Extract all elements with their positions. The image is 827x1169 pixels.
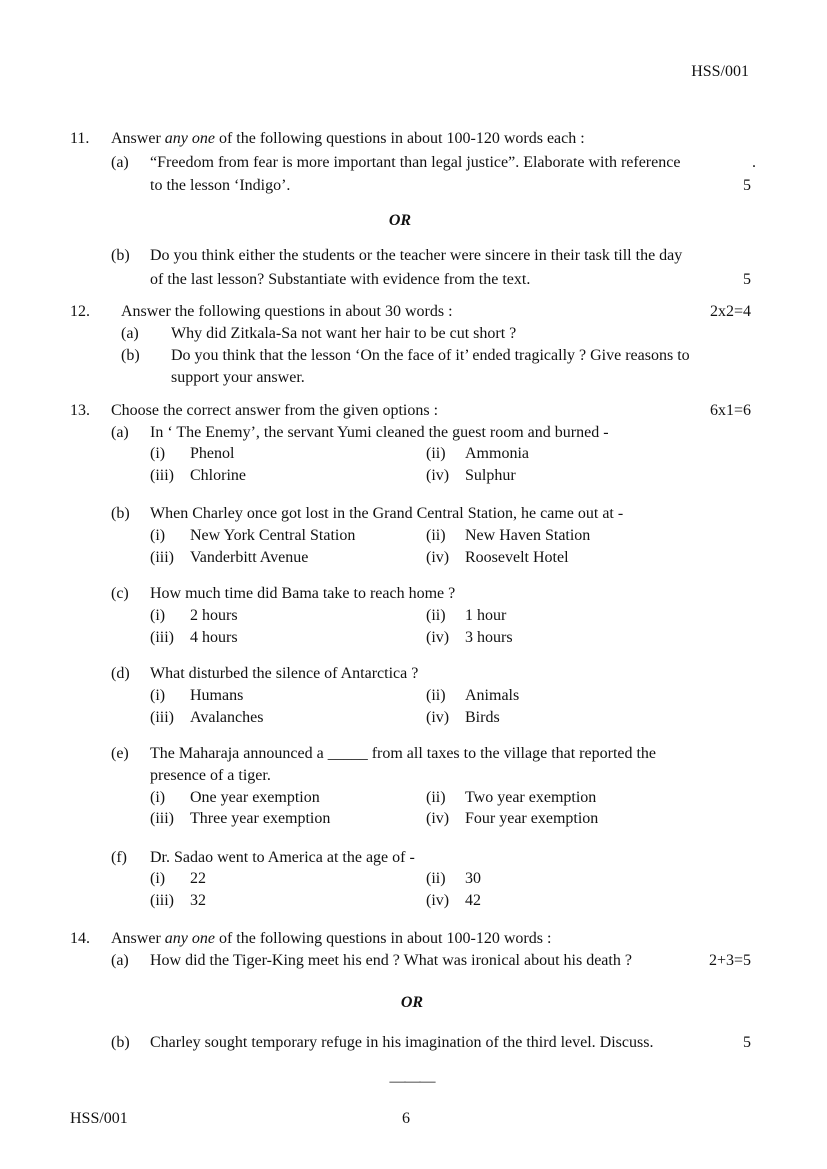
q14-a-label: (a) [111,952,129,969]
option-text: 32 [190,892,206,909]
option-text: Three year exemption [190,810,331,827]
q13-e-text: The Maharaja announced a _____ from all taxes to the village that reported the [150,745,657,762]
q14-number: 14. [70,930,90,947]
q14-a-text: How did the Tiger-King meet his end ? What was ironical about his death ? [150,952,632,969]
q13-a-label: (a) [111,424,129,441]
option-number: (ii) [426,445,446,462]
q12-b-text-cont: support your answer. [171,369,305,386]
option-number: (iv) [426,810,450,827]
option-text: 2 hours [190,607,238,624]
q13-a-text: In ‘ The Enemy’, the servant Yumi cleaned the guest room and burned - [150,424,609,441]
option-number: (ii) [426,607,446,624]
option-text: New York Central Station [190,527,356,544]
q13-e-label: (e) [111,745,129,762]
option-number: (i) [150,445,166,462]
q13-d-label: (d) [111,665,130,682]
option-number: (ii) [426,527,446,544]
option-number: (iii) [150,892,174,909]
q12-intro: Answer the following questions in about 30 words : [121,303,453,320]
option-text: Phenol [190,445,235,462]
option-number: (iii) [150,629,174,646]
option-number: (i) [150,789,166,806]
option-number: (ii) [426,870,446,887]
q14-b-marks: 5 [743,1034,751,1051]
header-code: HSS/001 [691,63,749,80]
q11-intro: Answer any one of the following questions in about 100-120 words each : [111,130,585,147]
q12-b-text: Do you think that the lesson ‘On the face of it’ ended tragically ? Give reasons to [171,347,690,364]
option-number: (iii) [150,709,174,726]
option-number: (iii) [150,467,174,484]
option-text: Avalanches [190,709,264,726]
option-number: (i) [150,527,166,544]
q14-intro: Answer any one of the following questions in about 100-120 words : [111,930,552,947]
q12-marks: 2x2=4 [709,303,751,320]
q13-f-label: (f) [111,849,127,866]
q11-b-marks: 5 [743,271,751,288]
footer-code: HSS/001 [70,1110,128,1127]
option-number: (iv) [426,467,450,484]
option-number: (iv) [426,709,450,726]
option-text: 1 hour [465,607,507,624]
q13-c-label: (c) [111,585,129,602]
option-text: Four year exemption [465,810,599,827]
q11-a-marks: 5 [743,177,751,194]
q11-a-label: (a) [111,154,129,171]
q14-a-marks: 2+3=5 [708,952,751,969]
q12-number: 12. [70,303,90,320]
option-text: 4 hours [190,629,238,646]
option-number: (ii) [426,687,446,704]
option-text: New Haven Station [465,527,591,544]
q11-b-text: Do you think either the students or the teacher were sincere in their task till the day [150,247,683,264]
option-text: Birds [465,709,500,726]
option-number: (iv) [426,892,450,909]
option-text: Vanderbitt Avenue [190,549,309,566]
q11-b-text-cont: of the last lesson? Substantiate with evidence from the text. [150,271,531,288]
option-text: 30 [465,870,481,887]
q13-f-text: Dr. Sadao went to America at the age of - [150,849,415,866]
option-number: (iii) [150,549,174,566]
q12-a-label: (a) [121,325,139,342]
q12-a-text: Why did Zitkala-Sa not want her hair to be cut short ? [171,325,517,342]
page-number: 6 [402,1110,410,1127]
option-text: 22 [190,870,206,887]
option-text: 42 [465,892,481,909]
option-number: (i) [150,870,166,887]
option-text: 3 hours [465,629,513,646]
q11-a-text-cont: to the lesson ‘Indigo’. [150,177,291,194]
q13-b-text: When Charley once got lost in the Grand Central Station, he came out at - [150,505,624,522]
option-text: Animals [465,687,520,704]
q13-e-text-cont: presence of a tiger. [150,767,271,784]
option-text: Ammonia [465,445,529,462]
q11-b-label: (b) [111,247,130,264]
option-number: (ii) [426,789,446,806]
q13-intro: Choose the correct answer from the given options : [111,402,439,419]
option-number: (iii) [150,810,174,827]
q14-or: OR [400,994,424,1011]
q12-b-label: (b) [121,347,140,364]
q13-c-text: How much time did Bama take to reach home ? [150,585,456,602]
option-text: Humans [190,687,244,704]
option-text: Two year exemption [465,789,597,806]
option-number: (i) [150,607,166,624]
option-number: (iv) [426,549,450,566]
q11-a-dot: . [752,154,756,171]
option-text: One year exemption [190,789,320,806]
option-text: Sulphur [465,467,516,484]
q14-b-text: Charley sought temporary refuge in his imagination of the third level. Discuss. [150,1034,654,1051]
option-number: (iv) [426,629,450,646]
q13-number: 13. [70,402,90,419]
q13-b-label: (b) [111,505,130,522]
q11-number: 11. [70,130,90,147]
option-text: Roosevelt Hotel [465,549,569,566]
q13-d-text: What disturbed the silence of Antarctica ? [150,665,419,682]
option-text: Chlorine [190,467,246,484]
q11-a-text: “Freedom from fear is more important than legal justice”. Elaborate with reference [150,154,681,171]
q13-marks: 6x1=6 [709,402,751,419]
end-of-paper-mark: ——— [389,1073,435,1090]
option-number: (i) [150,687,166,704]
q14-b-label: (b) [111,1034,130,1051]
q11-or: OR [388,212,412,229]
